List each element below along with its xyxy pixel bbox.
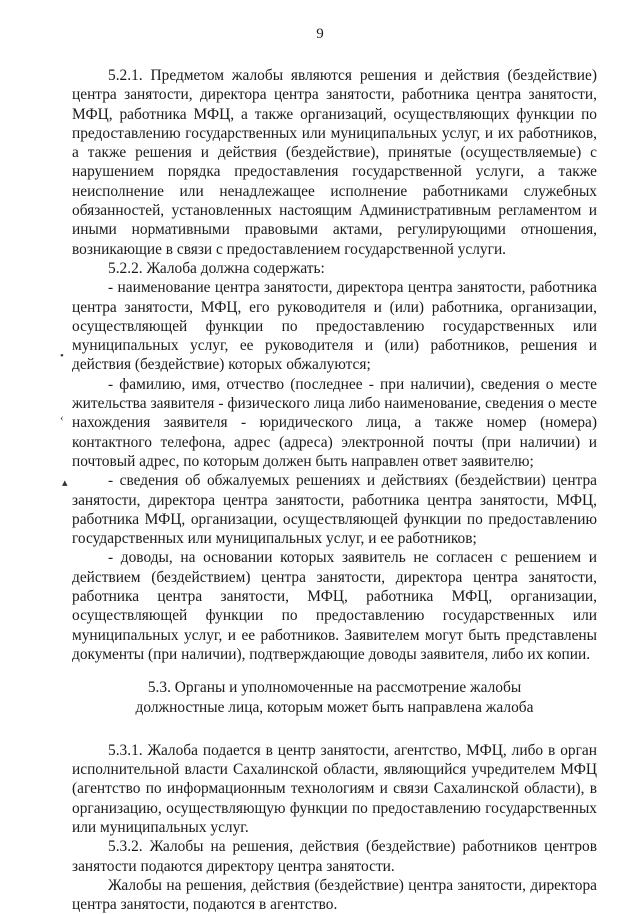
paragraph-5-3-1: 5.3.1. Жалоба подается в центр занятости, агентство, МФЦ, либо в орган исполнительной власти Сахалинской области, являющийся учредителем МФЦ (агентство по информационным технологиям и связи Сахалинской области), в организацию, осуществляющую функции по предоставлению государственных или муниципальных услуг. xyxy=(72,741,597,836)
page-number: 9 xyxy=(316,26,324,42)
margin-mark: ‹ xyxy=(60,412,64,424)
document-body xyxy=(72,66,597,914)
margin-mark: • xyxy=(60,350,64,362)
margin-mark: ▴ xyxy=(62,477,68,489)
section-heading-line-2: должностные лица, которым может быть направлена жалоба xyxy=(135,698,534,716)
list-item-decisions: - сведения об обжалуемых решениях и действиях (бездействии) центра занятости, директора центра занятости, работника центра занятости, МФЦ, работника МФЦ, организации, осуществляющей функции по предоставлению государственных или муниципальных услуг, и ее работников; xyxy=(72,472,597,548)
paragraph-complaints-agency: Жалобы на решения, действия (бездействие) центра занятости, директора центра занятости, подаются в агентство. xyxy=(72,876,597,914)
paragraph-5-3-2: 5.3.2. Жалобы на решения, действия (бездействие) работников центров занятости подаются директору центра занятости. xyxy=(72,838,597,875)
section-heading-5-3 xyxy=(72,678,597,717)
heading-spacer xyxy=(72,717,597,741)
section-heading-line-1: 5.3. Органы и уполномоченные на рассмотрение жалобы xyxy=(147,679,522,697)
paragraph-5-2-1: 5.2.1. Предметом жалобы являются решения и действия (бездействие) центра занятости, директора центра занятости, работника центра занятости, МФЦ, работника МФЦ, а также организаций, осуществляющих функции по предоставлению государственных или муниципальных услуг, и их работников, а также решения и действия (бездействие), принятые (осуществляемые) с нарушением порядка предоставления государственной услуги, а также неисполнение или ненадлежащее исполнение работниками служебных обязанностей, установленных настоящим Административным регламентом и иными нормативными правовыми актами, регулирующими отношения, возникающие в связи с предоставлением государственной услуги. xyxy=(72,67,597,258)
list-item-name: - наименование центра занятости, директора центра занятости, работника центра занятости, МФЦ, его руководителя и (или) работника, организации, осуществляющей функции по предоставлению государственных или муниципальных услуг, ее руководителя и (или) работников, решения и действия (бездействие) которых обжалуются; xyxy=(72,279,597,374)
list-item-applicant: - фамилию, имя, отчество (последнее - при наличии), сведения о месте жительства заявителя - физического лица либо наименование, сведения о месте нахождения заявителя - юридического лица, а также номер (номера) контактного телефона, адрес (адреса) электронной почты (при наличии) и почтовый адрес, по которым должен быть направлен ответ заявителю; xyxy=(72,375,597,470)
paragraph-5-2-2: 5.2.2. Жалоба должна содержать: xyxy=(108,259,325,277)
list-item-arguments: - доводы, на основании которых заявитель не согласен с решением и действием (бездействием) центра занятости, директора центра занятости, работника центра занятости, МФЦ, работника МФЦ, организации, осуществляющей функции по предоставлению государственных или муниципальных услуг, и ее работников. Заявителем могут быть представлены документы (при наличии), подтверждающие доводы заявителя, либо их копии. xyxy=(72,549,597,663)
